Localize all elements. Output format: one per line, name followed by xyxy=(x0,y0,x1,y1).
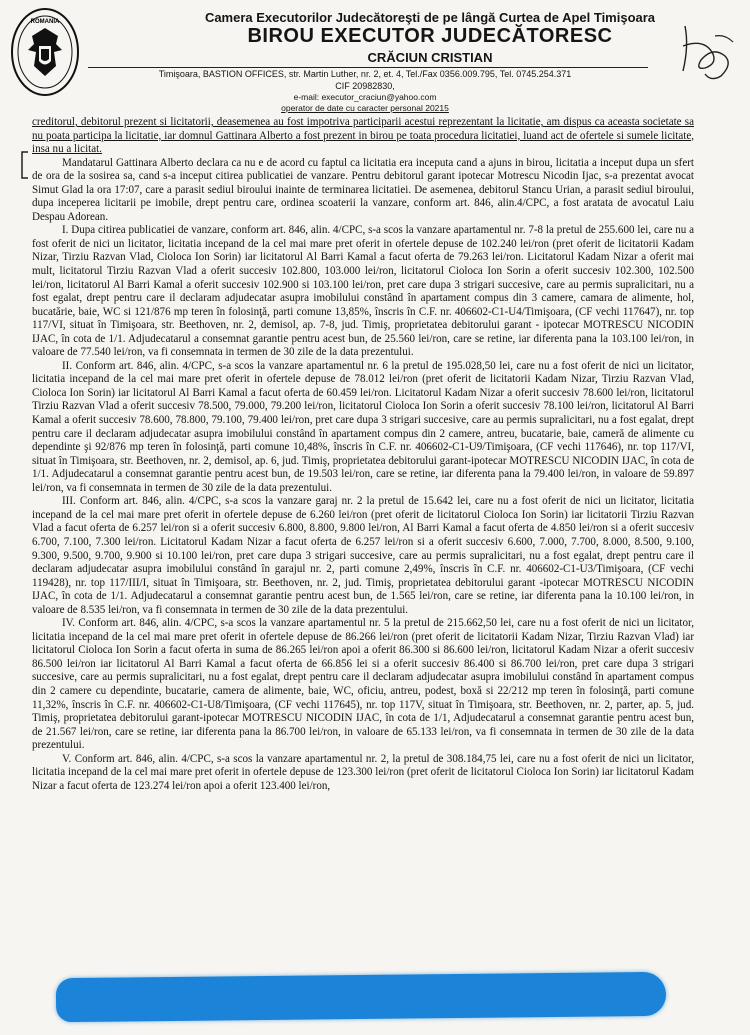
signature-icon xyxy=(655,16,745,86)
paragraph-mandatar: Mandatarul Gattinara Alberto declara ca nu e de acord cu faptul ca licitatia era inceputa cand a ajuns in birou, licitatia a inceput dupa un sfert de ora de la sosirea sa, cand s-a inceput citirea publicatiei de vanzare. Pentru debitorul garant ipotecar Motrescu Nicodin Ijac, s-a prezentat avocat Simut Glad la ora 17:07, care a parasit sediul biroului inainte de terminarea licitatiei. De asemenea, debitorul Stancu Urian, a parasit sediul biroului, dupa inceperea licitarii pe imobile, drept pentru care, ordinea scoaterii la vanzare, conform art. 846, alin.4/CPC, a fost aratata de avocatul Laiu Despau Adorean. xyxy=(32,156,694,223)
paragraph-lot-5: V. Conform art. 846, alin. 4/CPC, s-a scos la vanzare apartamentul nr. 2, la pretul de 308.184,75 lei, care nu a fost oferit de nici un licitator, licitatia incepand de la cel mai mare pret oferit in ofertele depuse de 123.300 lei/ron (pret oferit de licitatorul Cioloca Ion Sorin) iar licitatorul Kadam Nizar a facut oferta de 123.274 lei/ron apoi a oferit 123.400 lei/ron, xyxy=(32,752,694,792)
paragraph-lot-2: II. Conform art. 846, alin. 4/CPC, s-a scos la vanzare apartamentul nr. 6 la pretul de 195.028,50 lei, care nu a fost oferit de nici un licitator, licitatia incepand de la cel mai mare pret oferit in ofertele depuse de 78.012 lei/ron (pret oferit de licitatorii Kadam Nizar, Tirziu Razvan Vlad, Cioloca Ion Sorin) iar licitatorul Al Barri Kamal a facut oferta de 60.459 lei/ron. Licitatorul Kadam Nizar a oferit succesiv 78.600 lei/ron, licitatorul Tirziu Razvan Vlad a oferit succesiv 78.500, 79.000, 79.200 lei/ron, licitatorul Cioloca Ion Sorin a oferit succesiv 78.100 lei/ron, licitatorul Al Barri Kamal a oferit succesiv 78.600, 78.800, 79.100, 79.400 lei/ron, pret care dupa 3 strigari succesive, care au permis supralicitari, nu a fost egalat, drept pentru care il declaram adjudecatar asupra imobilului constând în apartament compus din 2 camere, antreu, bucatarie, baie, cameră de alimente cu dependinte şi 92/876 mp teren în folosinţă, parti comune 10,48%, înscris în C.F. nr. 406602-C1-U9/Timişoara, (CF vechi 117646), nr. top 117/VI, situat în Timişoara, str. Beethoven, nr. 2, demisol, ap. 6, jud. Timiş, proprietatea debitorului garant-ipotecar MOTRESCU NICODIN IJAC, în cota de 1/1. Adjudecatarul a consemnat garantie pentru acest bun, de 19.503 lei/ron, care se retine, iar diferenta pana la 79.400 lei/ron, in valoare de 59.897 lei/ron, va fi consemnata in termen de 30 zile de la data prezentului. xyxy=(32,359,694,494)
executor-name: CRĂCIUN CRISTIAN xyxy=(367,50,493,65)
office-title: BIROU EXECUTOR JUDECĂTORESC xyxy=(247,25,613,47)
paragraph-lot-3: III. Conform art. 846, alin. 4/CPC, s-a scos la vanzare garaj nr. 2 la pretul de 15.642 lei, care nu a fost oferit de nici un licitator, licitatia incepand de la cel mai mare pret oferit in ofertele depuse de 6.260 lei/ron (pret oferit de licitatorul Cioloca Ion Sorin) iar licitatorii Tirziu Razvan Vlad a facut oferta de 6.257 lei/ron si a oferit succesiv 6.800, 8.800, 9.800 lei/ron, Al Barri Kamal a facut oferta de 4.850 lei/ron si a oferit succesiv 6.700, 7.100, 7.300 lei/ron. Licitatorul Kadam Nizar a facut oferta de 6.257 lei/ron si a oferit succesiv 6.600, 7.000, 7.700, 8.000, 8.500, 9.100, 9.300, 9.500, 9.700, 9.900 si 10.100 lei/ron, pret care dupa 3 strigari succesive, care au permis supralicitari, nu a fost egalat, drept pentru care il declaram adjudecatar asupra imobilului constând în garajul nr. 2, parti comune 2,49%, înscris în C.F. nr. 406602-C1-U3/Timişoara, (CF vechi 119428), nr. top 117/III/I, situat în Timişoara, str. Beethoven, nr. 2, jud. Timiş, proprietatea debitorului garant -ipotecar MOTRESCU NICODIN IJAC, în cota de 1/1. Adjudecatarul a consemnat garantie pentru acest bun, de 1.565 lei/ron, care se retine, iar diferenta pana la 10.100 lei/ron, in valoare de 8.535 lei/ron, va fi consemnata in termen de 30 zile de la data prezentului. xyxy=(32,495,694,616)
fiscal-code: CIF 20982830, xyxy=(335,81,395,91)
chamber-title: Camera Executorilor Judecătoreşti de pe lângă Curtea de Apel Timişoara xyxy=(204,10,656,25)
paragraph-lot-4: IV. Conform art. 846, alin. 4/CPC, s-a scos la vanzare apartamentul nr. 5 la pretul de 215.662,50 lei, care nu a fost oferit de nici un licitator, licitatia incepand de la cel mai mare pret oferit in ofertele depuse de 86.266 lei/ron (pret oferit de licitatorii Kadam Nizar, Tirziu Razvan Vlad) iar licitatorul Cioloca Ion Sorin a facut oferta in suma de 86.265 lei/ron apoi a oferit 86.300 si 86.600 lei/ron, licitatorul Kadam Nizar a oferit succesiv 86.500 lei/ron iar licitatorul Al Barri Kamal a facut oferta de 66.856 lei si a oferit succesiv 86.400 si 86.700 lei/ron, pret care dupa 3 strigari succesive, care au permis supralicitari, nu a fost egalat, drept pentru care il declaram adjudecatar asupra imobilului constând în apartament compus din 2 camere cu dependinte, bucatarie, camera de alimente, baie, WC, oficiu, antreu, podest, boxă si 22/212 mp teren în folosinţă, parti comune 11,32%, înscris în C.F. nr. 406602-C1-U8/Timişoara, (CF vechi 117645), nr. top 117V, situat în Timişoara, str. Beethoven, nr. 2, parter, ap. 5, jud. Timiş, proprietatea debitorului garant-ipotecar MOTRESCU NICODIN IJAC, în cota de 1/1, Adjudecatarul a consemnat garantie pentru acest bun, de 21.567 lei/ron, care se retine, iar diferenta pana la 86.700 lei/ron, in valoare de 65.133 lei/ron, va fi consemnata in termen de 30 zile de la data prezentului. xyxy=(32,617,694,752)
paragraph-continuation: creditorul, debitorul prezent si licitatorii, deasemenea au fost impotriva participarii acestui reprezentant la licitatie, am dispus ca aceasta societate sa nu poata participa la licitatie, iar domnul Gattinara Alberto a fost prezent in birou pe toata procedura licitatiei, luand act de ofertele si sumele licitate, insa nu a licitat. xyxy=(32,116,694,156)
office-email: e-mail: executor_craciun@yahoo.com xyxy=(293,92,437,102)
margin-bracket-icon xyxy=(18,150,32,180)
data-operator-number: operator de date cu caracter personal 20215 xyxy=(281,103,449,113)
header-divider xyxy=(88,67,648,68)
office-address: Timişoara, BASTION OFFICES, str. Martin Luther, nr. 2, et. 4, Tel./Fax 0356.009.795, Tel. 0745.254.371 xyxy=(158,69,572,79)
paragraph-lot-1: I. Dupa citirea publicatiei de vanzare, conform art. 846, alin. 4/CPC, s-a scos la vanzare apartamentul nr. 7-8 la pretul de 255.600 lei, care nu a fost oferit de nici un licitator, licitatia incepand de la cel mai mare pret oferit in ofertele depuse de 102.240 lei/ron (pret oferit de licitatorii Kadam Nizar, Tirziu Razvan Vlad, Cioloca Ion Sorin) iar licitatorul Al Barri Kamal a facut oferta de 79.263 lei/ron. Licitatorul Kadam Nizar a oferit mai mult, licitatorul Tirziu Razvan Vlad a oferit succesiv 102.800, 103.000 lei/ron, licitatorul Cioloca Ion Sorin a oferit succesiv 102.300, 102.500 lei/ron, licitatorul Al Barri Kamal a oferit succesiv 102.900 si 103.100 lei/ron, pret care dupa 3 strigari succesive, care au permis supralicitari, nu a fost egalat, drept pentru care il declaram adjudecatar asupra imobilului constând în apartament compus din 3 camere, camara de alimente, hol, bucatărie, baie, WC si 121/876 mp teren în folosinţă, parti comune 13,85%, înscris în C.F. nr. 406602-C1-U4/Timişoara, (CF vechi 117647), nr. top 117/VI, situat în Timişoara, str. Beethoven, nr. 2, demisol, ap. 7-8, jud. Timiş, proprietatea debitorului garant - ipotecar MOTRESCU NICODIN IJAC, în cota de 1/1. Adjudecatarul a consemnat garantie pentru acest bun, de 25.560 lei/ron, care se retine, iar diferenta pana la 103.100 lei/ron, in valoare de 77.540 lei/ron, va fi consemnata in termen de 30 zile de la data prezentului. xyxy=(32,224,694,359)
crest-text: ROMANIA xyxy=(30,19,60,25)
coat-of-arms-icon xyxy=(10,6,80,98)
redaction-mark xyxy=(56,972,666,1022)
document-body xyxy=(32,116,694,793)
letterhead xyxy=(0,0,750,112)
